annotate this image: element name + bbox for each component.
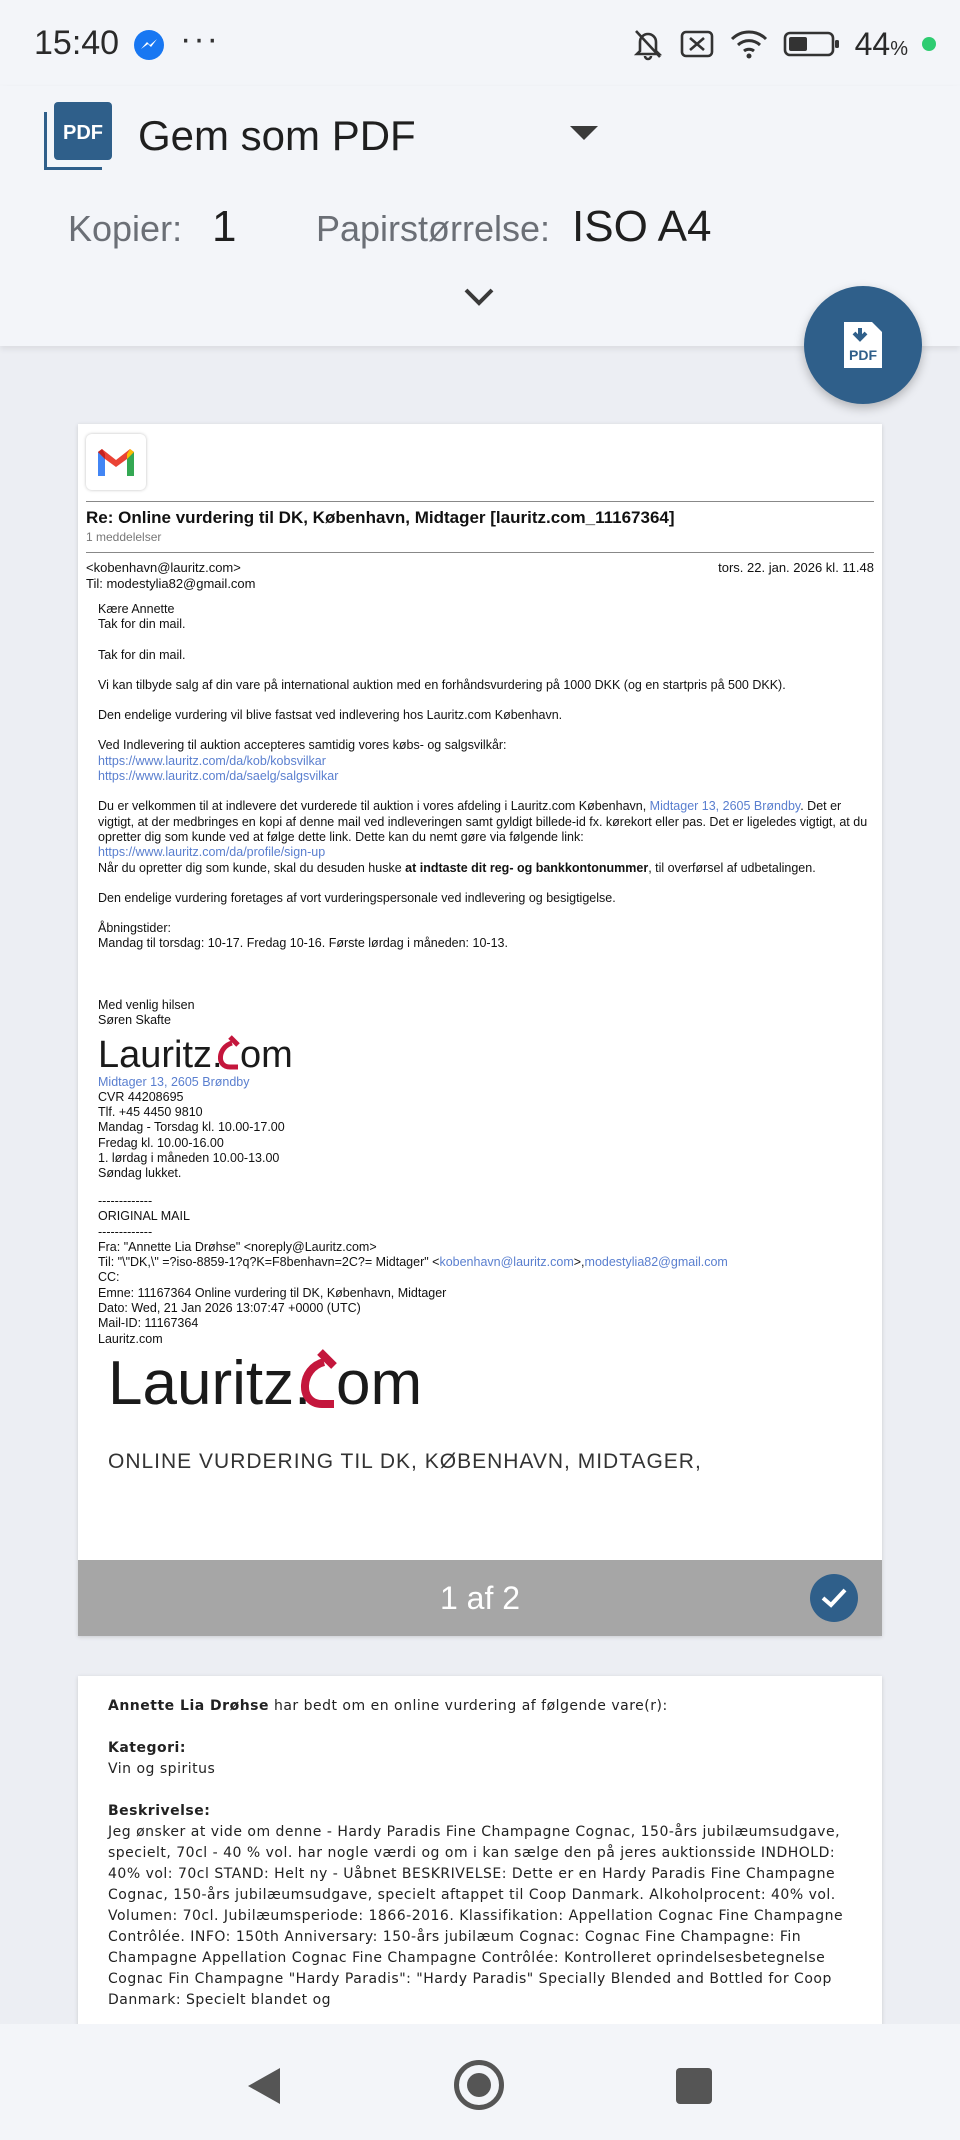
no-sim-icon: [679, 29, 715, 59]
body-line: Vi kan tilbyde salg af din vare på international auktion med en forhåndsvurdering på 1000 DKK (og en startpris på 500 DKK).: [98, 677, 786, 692]
copies-value[interactable]: 1: [212, 202, 237, 251]
page2-content: [108, 1696, 858, 2032]
message-count: 1 meddelelser: [86, 530, 162, 544]
buy-terms-link[interactable]: https://www.lauritz.com/da/kob/kobsvilkar: [98, 753, 326, 768]
orig-to-link[interactable]: kobenhavn@lauritz.com: [439, 1255, 574, 1270]
signup-link[interactable]: https://www.lauritz.com/da/profile/sign-up: [98, 845, 326, 860]
destination-dropdown-icon[interactable]: [570, 126, 598, 140]
lauritz-logo-large: [108, 1344, 428, 1414]
svg-text:PDF: PDF: [849, 347, 877, 363]
body-line: Tak for din mail.: [98, 617, 186, 632]
orig-to-text: >,: [573, 1255, 585, 1270]
welcome-text: Du er velkommen til at indlevere det vurderede til auktion i vores afdeling i Lauritz.com København,: [98, 799, 650, 814]
orig-to-text: Til: "\"DK,\" =?iso-8859-1?q?K=F8benhavn=2C?= Midtager" <: [98, 1255, 440, 1270]
status-time: 15:40: [34, 24, 120, 62]
sell-terms-link[interactable]: https://www.lauritz.com/da/saelg/salgsvilkar: [98, 769, 339, 784]
sig-line: Tlf. +45 4450 9810: [98, 1105, 203, 1120]
divider: [86, 501, 874, 502]
home-icon[interactable]: [454, 2060, 504, 2110]
page-footer: [78, 1560, 882, 1636]
address-link[interactable]: Midtager 13, 2605 Brøndby: [649, 799, 801, 814]
orig-mail-id: Mail-ID: 11167364: [98, 1316, 199, 1331]
divider: [86, 552, 874, 553]
sig-address-link[interactable]: Midtager 13, 2605 Brøndby: [98, 1074, 250, 1089]
email-to: Til: modestylia82@gmail.com: [86, 576, 256, 591]
paper-size-label: Papirstørrelse:: [316, 208, 551, 249]
description-block: [108, 1801, 858, 2011]
svg-text:om: om: [336, 1349, 423, 1414]
battery-icon: [783, 29, 841, 59]
description-text: Jeg ønsker at vide om denne - Hardy Paradis Fine Champagne Cognac, 150-års jubilæumsudgave, specielt, 70cl - 40 % vol. har nogle værdi og om i kan sælge den på jeres auktionsside INDHOLD: 40% vol: 70cl STAND: Helt ny - Uåbnet BESKRIVELSE: Dette er en Hardy Paradis Fine Champagne Cognac, 150-års jubilæumsudgave, specielt aftappet til Coop Danmark. Alkoholprocent: 40% vol. Volumen: 70cl. Jubilæumsperiode: 1866-2016. Klassifikation: Appellation Cognac Fine Champagne Contrôlée. INFO: 150th Anniversary: 150-års jubilæum Cognac: Cognac Fine Champagne: Fin Champagne Appellation Cognac Fine Champagne Contrôlée: Kontrolleret oprindelsesbetegnelse Cognac Fin Champagne "Hardy Paradis": "Hardy Paradis" Specially Blended and Bottled for Coop Danmark: Specielt blandet og: [108, 1824, 844, 2008]
svg-text:Lauritz.: Lauritz.: [108, 1349, 312, 1414]
orig-site: Lauritz.com: [98, 1331, 163, 1346]
body-line: Tak for din mail.: [98, 647, 186, 662]
gmail-logo-icon: [86, 434, 146, 490]
more-dots-icon: ···: [180, 20, 220, 58]
chevron-down-icon[interactable]: [462, 286, 496, 308]
regards: Med venlig hilsen: [98, 998, 195, 1012]
battery-percent: 44%: [854, 25, 908, 62]
save-pdf-button[interactable]: [804, 286, 922, 404]
svg-text:PDF: PDF: [63, 122, 103, 144]
category-label: Kategori:: [108, 1740, 186, 1756]
category-value: Vin og spiritus: [108, 1761, 216, 1777]
welcome-text: . Det er vigtigt, at der medbringes en kopi af denne mail ved indleveringen samt gyldigt billede-id fx. kørekort eller pas. Det er ligeledes vigtigt, at du opretter dig som kunde ved at følge dette link. Dette kan du nemt gøre via følgende link:: [98, 799, 868, 844]
sig-line: Fredag kl. 10.00-16.00: [98, 1135, 224, 1150]
mute-bell-icon: [631, 27, 665, 61]
welcome-block: [98, 799, 868, 875]
sig-line: CVR 44208695: [98, 1089, 184, 1104]
status-icons: [631, 24, 936, 64]
category-block: [108, 1738, 858, 1780]
copies-label: Kopier:: [68, 208, 183, 249]
email-from: <kobenhavn@lauritz.com>: [86, 560, 241, 575]
recent-apps-icon[interactable]: [676, 2068, 712, 2104]
greeting: Kære Annette: [98, 602, 175, 616]
navigation-bar: [0, 2024, 960, 2140]
email-heading: ONLINE VURDERING TIL DK, KØBENHAVN, MIDTAGER,: [108, 1450, 702, 1473]
bank-text: , til overførsel af udbetalingen.: [648, 860, 816, 875]
sig-line: 1. lørdag i måneden 10.00-13.00: [98, 1151, 280, 1166]
body-line: Den endelige vurdering vil blive fastsat ved indlevering hos Lauritz.com København.: [98, 708, 563, 723]
printer-destination[interactable]: Gem som PDF: [138, 112, 416, 159]
svg-text:om: om: [240, 1033, 293, 1073]
status-bar: [0, 0, 960, 86]
original-mail-label: ORIGINAL MAIL: [98, 1209, 190, 1224]
separator: -------------: [98, 1194, 153, 1208]
orig-from: Fra: "Annette Lia Drøhse" <noreply@Lauritz.com>: [98, 1239, 377, 1254]
print-options-header: [0, 86, 960, 346]
bank-text-bold: at indtaste dit reg- og bankkontonummer: [405, 860, 649, 875]
sig-line: Mandag - Torsdag kl. 10.00-17.00: [98, 1120, 285, 1135]
messenger-icon: [134, 30, 164, 60]
back-icon[interactable]: [244, 2064, 284, 2108]
check-icon: [820, 1586, 848, 1610]
requester-text: har bedt om en online vurdering af følgende vare(r):: [269, 1698, 668, 1714]
signer-name: Søren Skafte: [98, 1013, 171, 1028]
orig-to-link[interactable]: modestylia82@gmail.com: [584, 1255, 728, 1270]
terms-intro: Ved Indlevering til auktion accepteres samtidig vores købs- og salgsvilkår:: [98, 738, 507, 753]
wifi-icon: [729, 28, 769, 60]
page-preview-1[interactable]: [78, 424, 882, 1636]
email-subject: Re: Online vurdering til DK, København, Midtager [lauritz.com_11167364]: [86, 508, 675, 527]
signature: [98, 998, 868, 1182]
hours-label: Åbningstider:: [98, 921, 171, 936]
camera-indicator-dot: [922, 37, 936, 51]
separator: -------------: [98, 1224, 153, 1239]
orig-subject: Emne: 11167364 Online vurdering til DK, København, Midtager: [98, 1285, 447, 1300]
pdf-download-icon: [838, 320, 888, 370]
sig-line: Søndag lukket.: [98, 1166, 182, 1181]
orig-cc: CC:: [98, 1270, 120, 1285]
lauritz-logo: [98, 1033, 308, 1073]
paper-size-value[interactable]: ISO A4: [572, 202, 712, 251]
requester-name: Annette Lia Drøhse: [108, 1698, 269, 1714]
orig-date: Dato: Wed, 21 Jan 2026 13:07:47 +0000 (UTC): [98, 1301, 361, 1316]
page-select-checkbox[interactable]: [810, 1574, 858, 1622]
svg-text:Lauritz.: Lauritz.: [98, 1033, 223, 1073]
bank-text: Når du opretter dig som kunde, skal du desuden huske: [98, 860, 406, 875]
orig-to: [98, 1255, 868, 1270]
requester-line: [108, 1696, 858, 1717]
hours-block: [98, 921, 868, 952]
body-line: Den endelige vurdering foretages af vort vurderingspersonale ved indlevering og besigtigelse.: [98, 890, 616, 905]
hours-value: Mandag til torsdag: 10-17. Fredag 10-16. Første lørdag i måneden: 10-13.: [98, 936, 508, 951]
page-indicator: 1 af 2: [439, 1580, 521, 1616]
email-date: tors. 22. jan. 2026 kl. 11.48: [718, 560, 874, 575]
original-mail: [98, 1194, 868, 1347]
email-body: [98, 602, 868, 967]
description-label: Beskrivelse:: [108, 1803, 211, 1819]
pdf-app-icon: [44, 102, 112, 170]
terms-block: [98, 738, 868, 784]
